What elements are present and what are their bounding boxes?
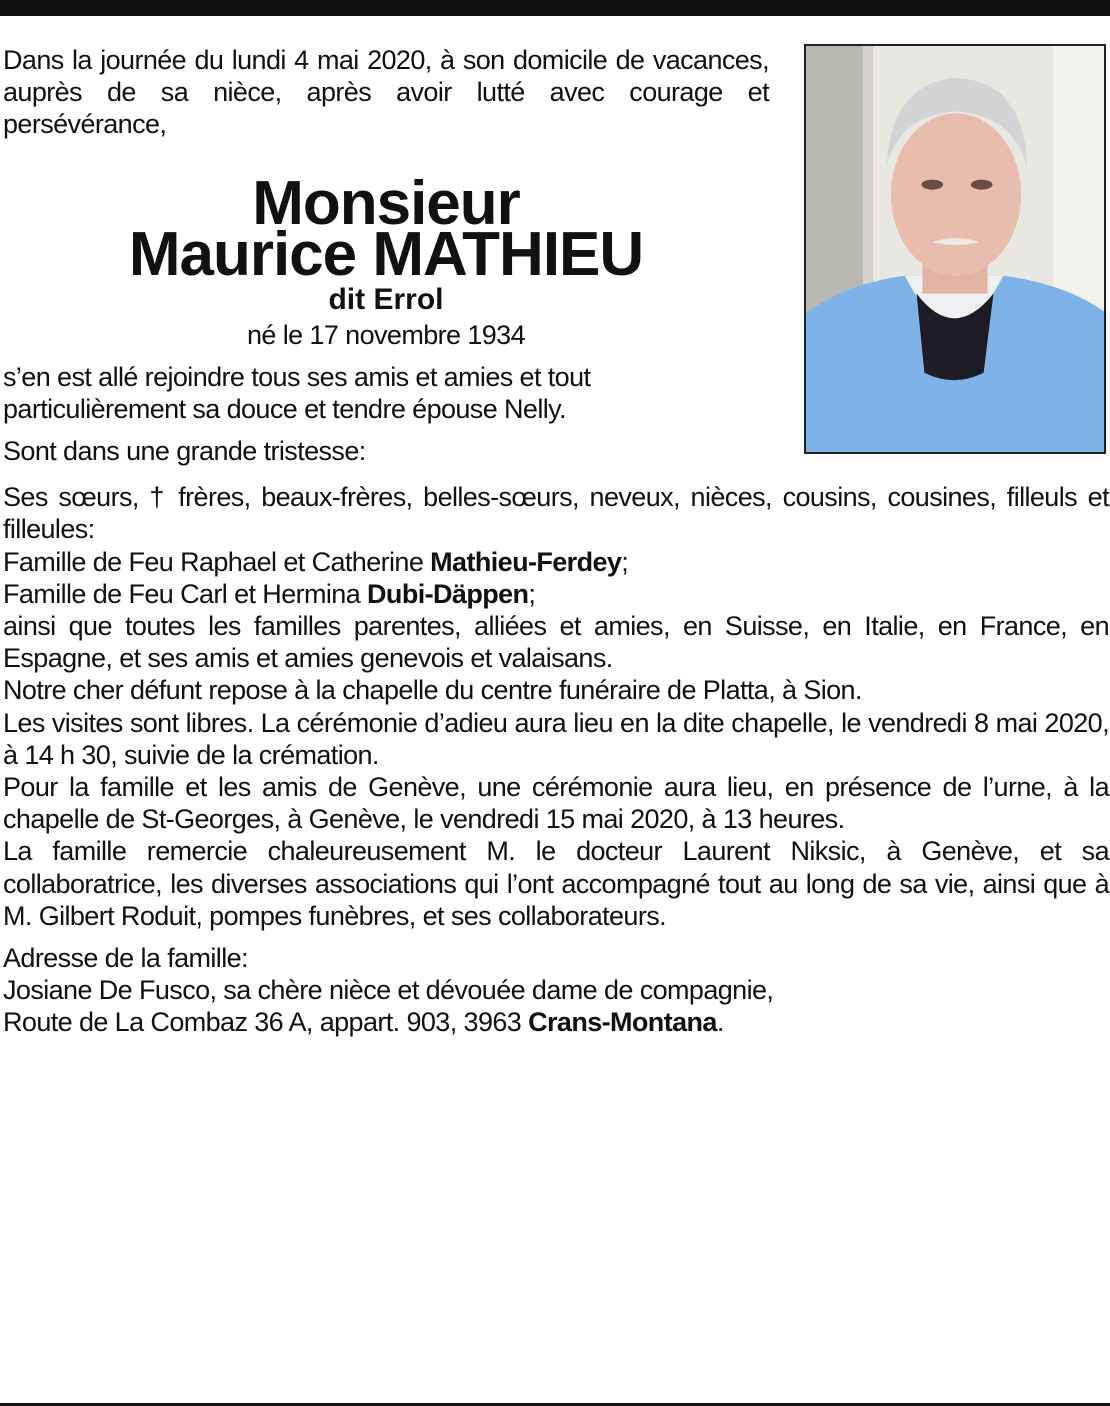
deceased-name: Maurice MATHIEU <box>128 219 644 289</box>
family-line-2: Famille de Feu Carl et Hermina Dubi-Däppen; <box>3 578 536 609</box>
address-line-1: Josiane De Fusco, sa chère nièce et dévouée dame de compagnie, <box>3 975 774 1006</box>
passing-text: s’en est allé rejoindre tous ses amis et amies et tout particulièrement sa douce et tendre épouse Nelly. <box>3 361 591 424</box>
relatives-text: Ses sœurs, † frères, beaux-frères, belles-sœurs, neveux, nièces, cousins, cousines, filleuls et filleules: <box>3 482 1109 545</box>
death-notice <box>3 44 1109 1039</box>
rest-location-text: Notre cher défunt repose à la chapelle du centre funéraire de Platta, à Sion. <box>3 675 862 706</box>
top-rule <box>0 0 1110 16</box>
thanks-text: La famille remercie chaleureusement M. le docteur Laurent Niksic, à Genève, et sa collaboratrice, les diverses associations qui l’ont accompagné tout au long de sa vie, ainsi que à M. Gilbert Roduit, pompes funèbres, et ses collaborateurs. <box>3 836 1109 931</box>
family-name-2: Dubi-Däppen <box>367 578 529 609</box>
deceased-alias: dit Errol <box>328 282 444 316</box>
family-line-1: Famille de Feu Raphael et Catherine Mathieu-Ferdey; <box>3 546 629 577</box>
ceremony-text: Les visites sont libres. La cérémonie d’adieu aura lieu en la dite chapelle, le vendredi 8 mai 2020, à 14 h 30, suivie de la crémation. <box>3 707 1109 770</box>
extended-family-text: ainsi que toutes les familles parentes, alliées et amies, en Suisse, en Italie, en France, en Espagne, et ses amis et amies genevois et valaisans. <box>3 611 1109 674</box>
address-line-2: Route de La Combaz 36 A, appart. 903, 3963 Crans-Montana. <box>3 1007 724 1038</box>
intro-text: Dans la journée du lundi 4 mai 2020, à son domicile de vacances, auprès de sa nièce, après avoir lutté avec courage et persévérance, <box>3 45 769 140</box>
family-name-1: Mathieu-Ferdey <box>430 546 622 577</box>
address-city: Crans-Montana <box>528 1007 717 1038</box>
grief-intro: Sont dans une grande tristesse: <box>3 436 366 467</box>
address-label: Adresse de la famille: <box>3 943 248 974</box>
deceased-heading <box>3 168 769 351</box>
geneva-ceremony-text: Pour la famille et les amis de Genève, une cérémonie aura lieu, en présence de l’urne, à la chapelle de St-Georges, à Genève, le vendredi 15 mai 2020, à 13 heures. <box>3 772 1109 835</box>
birth-date: né le 17 novembre 1934 <box>246 319 525 350</box>
honorific: Monsieur <box>252 168 520 238</box>
